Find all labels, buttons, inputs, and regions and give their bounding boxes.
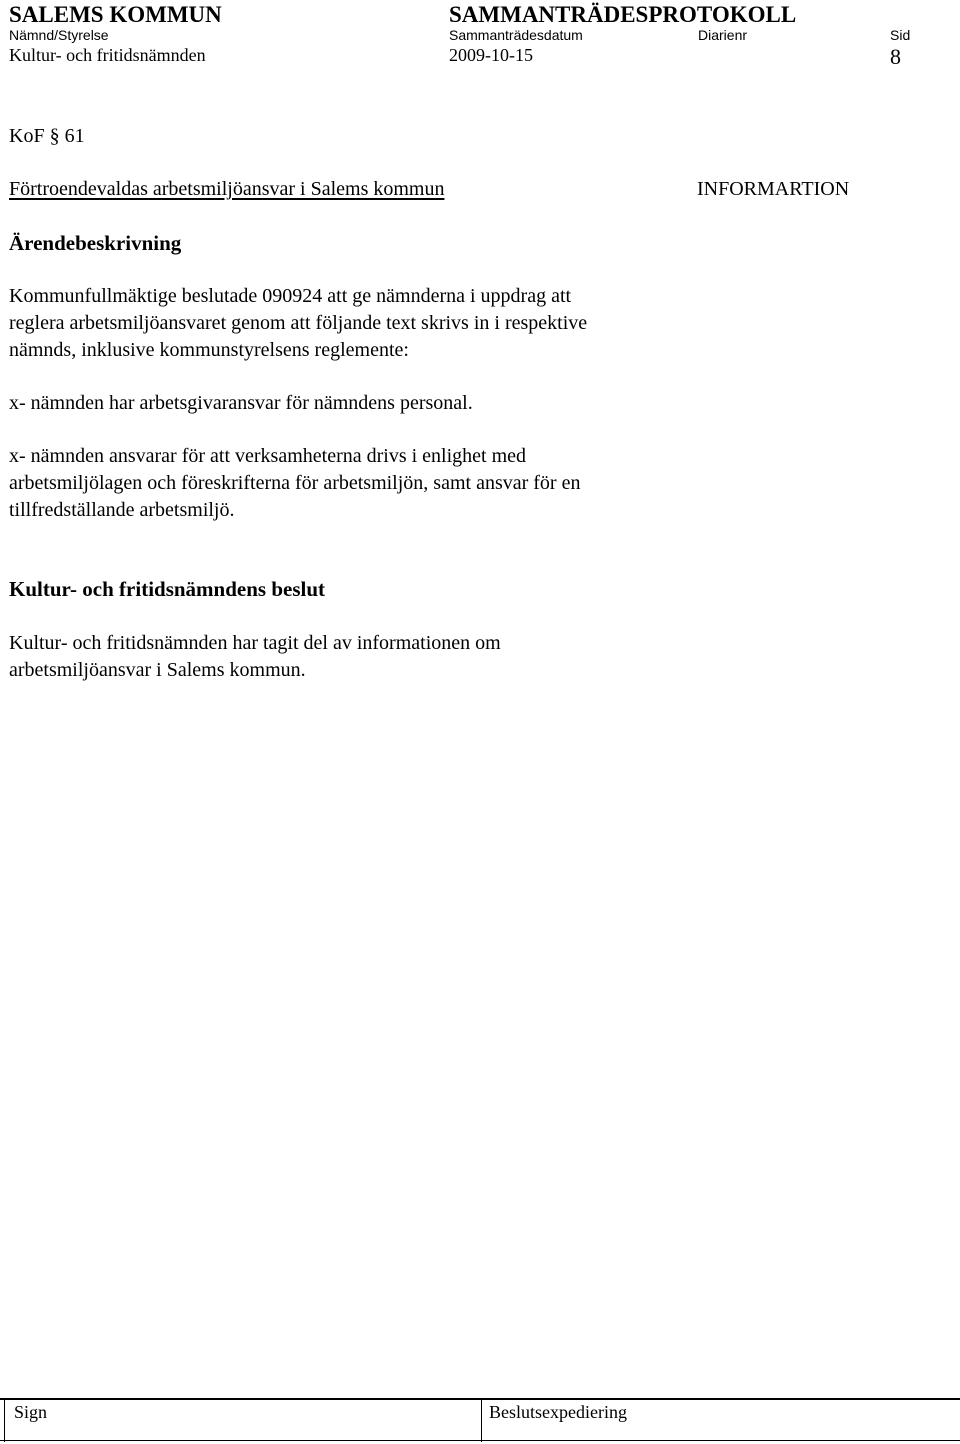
description-point-1 (9, 390, 473, 417)
decision-line: Kultur- och fritidsnämnden har tagit del av informationen om (9, 632, 501, 654)
description-heading: Ärendebeskrivning (9, 231, 182, 255)
board-label: Nämnd/Styrelse (9, 27, 109, 43)
description-point-2 (9, 443, 580, 524)
footer-divider (481, 1398, 482, 1442)
decision-heading: Kultur- och fritidsnämndens beslut (9, 577, 326, 601)
decision-line: arbetsmiljöansvar i Salems kommun. (9, 659, 306, 681)
intro-line: reglera arbetsmiljöansvaret genom att följande text skrivs in i respektive (9, 312, 588, 334)
description-intro (9, 283, 587, 364)
point-line: arbetsmiljölagen och föreskrifterna för arbetsmiljön, samt ansvar för en (9, 472, 581, 494)
intro-line: nämnds, inklusive kommunstyrelsens reglemente: (9, 339, 409, 361)
meeting-date: 2009-10-15 (449, 45, 533, 65)
intro-line: Kommunfullmäktige beslutade 090924 att ge nämnderna i uppdrag att (9, 285, 572, 307)
point-line: tillfredställande arbetsmiljö. (9, 499, 235, 521)
document-type: SAMMANTRÄDESPROTOKOLL (449, 2, 797, 27)
sign-label: Sign (14, 1402, 48, 1422)
item-number: KoF § 61 (9, 125, 85, 147)
diarienr-label: Diarienr (698, 27, 748, 43)
decision-text (9, 630, 501, 684)
footer-divider (4, 1398, 5, 1442)
page-label: Sid (890, 27, 911, 43)
item-title: Förtroendevaldas arbetsmiljöansvar i Salems kommun (9, 178, 445, 200)
footer-top-rule (0, 1398, 960, 1400)
meeting-date-label: Sammanträdesdatum (449, 27, 583, 43)
item-type: INFORMARTION (697, 178, 850, 200)
board-name: Kultur- och fritidsnämnden (9, 45, 206, 65)
point-line: x- nämnden har arbetsgivaransvar för nämndens personal. (9, 392, 473, 414)
municipality-name: SALEMS KOMMUN (9, 2, 222, 27)
point-line: x- nämnden ansvarar för att verksamheterna drivs i enlighet med (9, 445, 527, 467)
footer-bottom-rule (0, 1440, 960, 1441)
page-number: 8 (890, 44, 901, 69)
dispatch-label: Beslutsexpediering (489, 1402, 627, 1422)
